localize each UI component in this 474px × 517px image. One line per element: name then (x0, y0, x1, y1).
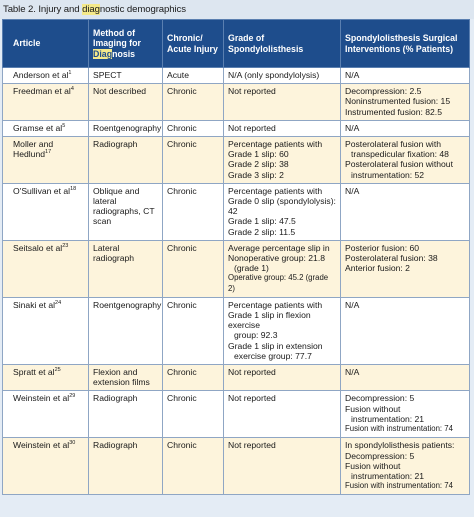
cell-surgical (341, 240, 470, 297)
grade-line: Not reported (228, 440, 276, 451)
caption-text-end: nostic demographics (99, 4, 186, 15)
cell-method (89, 438, 163, 495)
grade-line: group: 92.3 (234, 330, 278, 341)
grade-line: Percentage patients with (228, 185, 323, 196)
table-row (3, 68, 470, 84)
cell-method (89, 391, 163, 438)
cell-injury: Chronic (163, 120, 224, 136)
header-method-text: Method of Imaging for (93, 27, 141, 49)
cell-article (3, 297, 89, 364)
table-body (3, 68, 470, 495)
grade-line: Grade 2 slip: 11.5 (228, 226, 296, 237)
method-line: extension films (93, 377, 150, 388)
cell-grade (224, 84, 341, 121)
cell-grade (224, 365, 341, 391)
reference-number: 18 (70, 185, 77, 192)
cell-grade (224, 137, 341, 184)
surgical-line: instrumentation: 52 (351, 169, 425, 180)
surgical-line: N/A (345, 367, 360, 378)
cell-method (89, 120, 163, 136)
cell-injury: Chronic (163, 391, 224, 438)
cell-article (3, 240, 89, 297)
article-name: Moller and Hedlund (13, 139, 54, 160)
reference-number: 30 (69, 440, 76, 447)
header-article (3, 20, 89, 68)
header-grade: Grade of Spondylolisthesis (224, 20, 341, 68)
surgical-line: N/A (345, 185, 360, 196)
article-name: Gramse et al (13, 122, 63, 133)
cell-method (89, 137, 163, 184)
cell-grade (224, 68, 341, 84)
grade-line: (grade 1) (234, 263, 269, 274)
cell-grade (224, 183, 341, 240)
surgical-line: Fusion without (345, 403, 401, 414)
surgical-line: transpedicular fixation: 48 (351, 149, 449, 160)
reference-number: 5 (62, 122, 66, 129)
table-row (3, 365, 470, 391)
reference-number: 1 (68, 70, 72, 77)
method-line: Roentgenography (93, 299, 162, 310)
header-row (3, 20, 470, 68)
surgical-line: Posterior fusion: 60 (345, 242, 420, 253)
surgical-line: In spondylolisthesis patients: (345, 440, 455, 451)
cell-injury: Chronic (163, 240, 224, 297)
article-name: Anderson et al (13, 70, 69, 80)
method-line: Flexion and (93, 367, 138, 378)
grade-line: Grade 3 slip: 2 (228, 169, 284, 180)
surgical-line: Instrumented fusion: 82.5 (345, 106, 442, 117)
grade-line: Not reported (228, 367, 276, 378)
grade-line: Not reported (228, 86, 276, 97)
method-line: radiographs, CT (93, 206, 155, 217)
cell-article (3, 120, 89, 136)
cell-surgical (341, 297, 470, 364)
cell-article (3, 391, 89, 438)
cell-method (89, 297, 163, 364)
method-line: Not described (93, 86, 147, 97)
surgical-line: Posterolateral fusion: 38 (345, 253, 438, 264)
table-row (3, 297, 470, 364)
article-name: Freedman et al (13, 86, 71, 97)
cell-method (89, 183, 163, 240)
cell-injury: Chronic (163, 84, 224, 121)
article-name: O'Sullivan et al (13, 185, 71, 196)
cell-grade (224, 297, 341, 364)
reference-number: 25 (54, 367, 61, 374)
cell-method (89, 68, 163, 84)
surgical-line: Fusion with instrumentation: 74 (345, 424, 453, 434)
grade-line: N/A (only spondylolysis) (228, 70, 320, 80)
caption-text: Table 2. Injury and (3, 4, 83, 15)
grade-line: Average percentage slip in (228, 242, 330, 253)
grade-line: Grade 0 slip (spondylolysis): 42 (228, 196, 336, 217)
article-name: Weinstein et al (13, 440, 70, 451)
cell-injury: Chronic (163, 438, 224, 495)
header-method-text-end: nosis (112, 48, 136, 59)
article-name: Sinaki et al (13, 299, 56, 310)
cell-article (3, 438, 89, 495)
method-line: scan (93, 216, 112, 227)
surgical-line: Fusion with instrumentation: 74 (345, 481, 453, 491)
method-line: Radiograph (93, 440, 138, 451)
method-line: Radiograph (93, 393, 138, 404)
method-line: Oblique and (93, 185, 140, 196)
header-injury: Chronic/ Acute Injury (163, 20, 224, 68)
cell-injury: Chronic (163, 183, 224, 240)
cell-surgical (341, 68, 470, 84)
reference-number: 17 (45, 149, 52, 156)
grade-line: Grade 1 slip: 60 (228, 149, 289, 160)
cell-injury: Chronic (163, 137, 224, 184)
grade-line: Grade 2 slip: 38 (228, 159, 289, 170)
header-surgical: Spondylolisthesis Surgical Interventions (% Patients) (341, 20, 470, 68)
cell-surgical (341, 365, 470, 391)
surgical-line: Decompression: 2.5 (345, 86, 422, 97)
method-line: Radiograph (93, 139, 138, 150)
grade-line: Not reported (228, 393, 276, 404)
grade-line: Percentage patients with (228, 299, 323, 310)
cell-article (3, 183, 89, 240)
reference-number: 29 (69, 393, 76, 400)
table-row (3, 137, 470, 184)
cell-surgical (341, 391, 470, 438)
article-name: Spratt et al (13, 367, 55, 378)
cell-method (89, 365, 163, 391)
table-row (3, 438, 470, 495)
header-article-label: Article (13, 38, 41, 49)
grade-line: exercise group: 77.7 (234, 350, 312, 361)
method-line: Roentgenography (93, 122, 162, 133)
reference-number: 24 (55, 300, 62, 306)
cell-grade (224, 391, 341, 438)
cell-injury: Chronic (163, 297, 224, 364)
surgical-line: Decompression: 5 (345, 450, 415, 461)
cell-method (89, 240, 163, 297)
grade-line: Nonoperative group: 21.8 (228, 253, 325, 264)
grade-line: Grade 1 slip: 47.5 (228, 216, 296, 227)
reference-number: 23 (62, 242, 69, 249)
cell-article (3, 68, 89, 84)
table-caption (0, 0, 474, 19)
cell-grade (224, 120, 341, 136)
surgical-line: instrumentation: 21 (351, 413, 425, 424)
cell-grade (224, 240, 341, 297)
method-line: Lateral (93, 242, 120, 253)
grade-line: Percentage patients with (228, 139, 323, 150)
cell-article (3, 365, 89, 391)
surgical-line: Posterolateral fusion without (345, 159, 453, 170)
table-row (3, 120, 470, 136)
method-line: radiograph (93, 253, 135, 264)
surgical-line: N/A (345, 70, 360, 80)
surgical-line: instrumentation: 21 (351, 470, 425, 481)
method-line: SPECT (93, 70, 122, 80)
article-name: Weinstein et al (13, 393, 70, 404)
grade-line: Not reported (228, 122, 276, 133)
cell-surgical (341, 84, 470, 121)
cell-article (3, 84, 89, 121)
table-row (3, 391, 470, 438)
cell-surgical (341, 183, 470, 240)
cell-surgical (341, 438, 470, 495)
grade-line: Grade 1 slip in flexion exercise (228, 310, 311, 331)
table-row (3, 183, 470, 240)
surgical-line: Noninstrumented fusion: 15 (345, 96, 451, 107)
cell-surgical (341, 120, 470, 136)
surgical-line: Posterolateral fusion with (345, 139, 442, 150)
cell-method (89, 84, 163, 121)
cell-injury: Chronic (163, 365, 224, 391)
article-name: Seitsalo et al (13, 242, 63, 253)
table-row (3, 84, 470, 121)
surgical-line: N/A (345, 299, 360, 310)
surgical-line: Anterior fusion: 2 (345, 263, 410, 274)
cell-surgical (341, 137, 470, 184)
cell-injury: Acute (163, 68, 224, 84)
surgical-line: N/A (345, 122, 360, 133)
caption-highlight: diag (82, 4, 100, 15)
method-line: lateral (93, 196, 117, 207)
grade-line: Operative group: 45.2 (grade 2) (228, 273, 329, 293)
demographics-table (2, 19, 470, 495)
table-row (3, 240, 470, 297)
header-method-highlight: Diag (93, 48, 113, 59)
reference-number: 4 (70, 86, 74, 93)
cell-grade (224, 438, 341, 495)
grade-line: Grade 1 slip in extension (228, 340, 323, 351)
cell-article (3, 137, 89, 184)
surgical-line: Fusion without (345, 460, 401, 471)
header-method (89, 20, 163, 68)
surgical-line: Decompression: 5 (345, 393, 415, 404)
